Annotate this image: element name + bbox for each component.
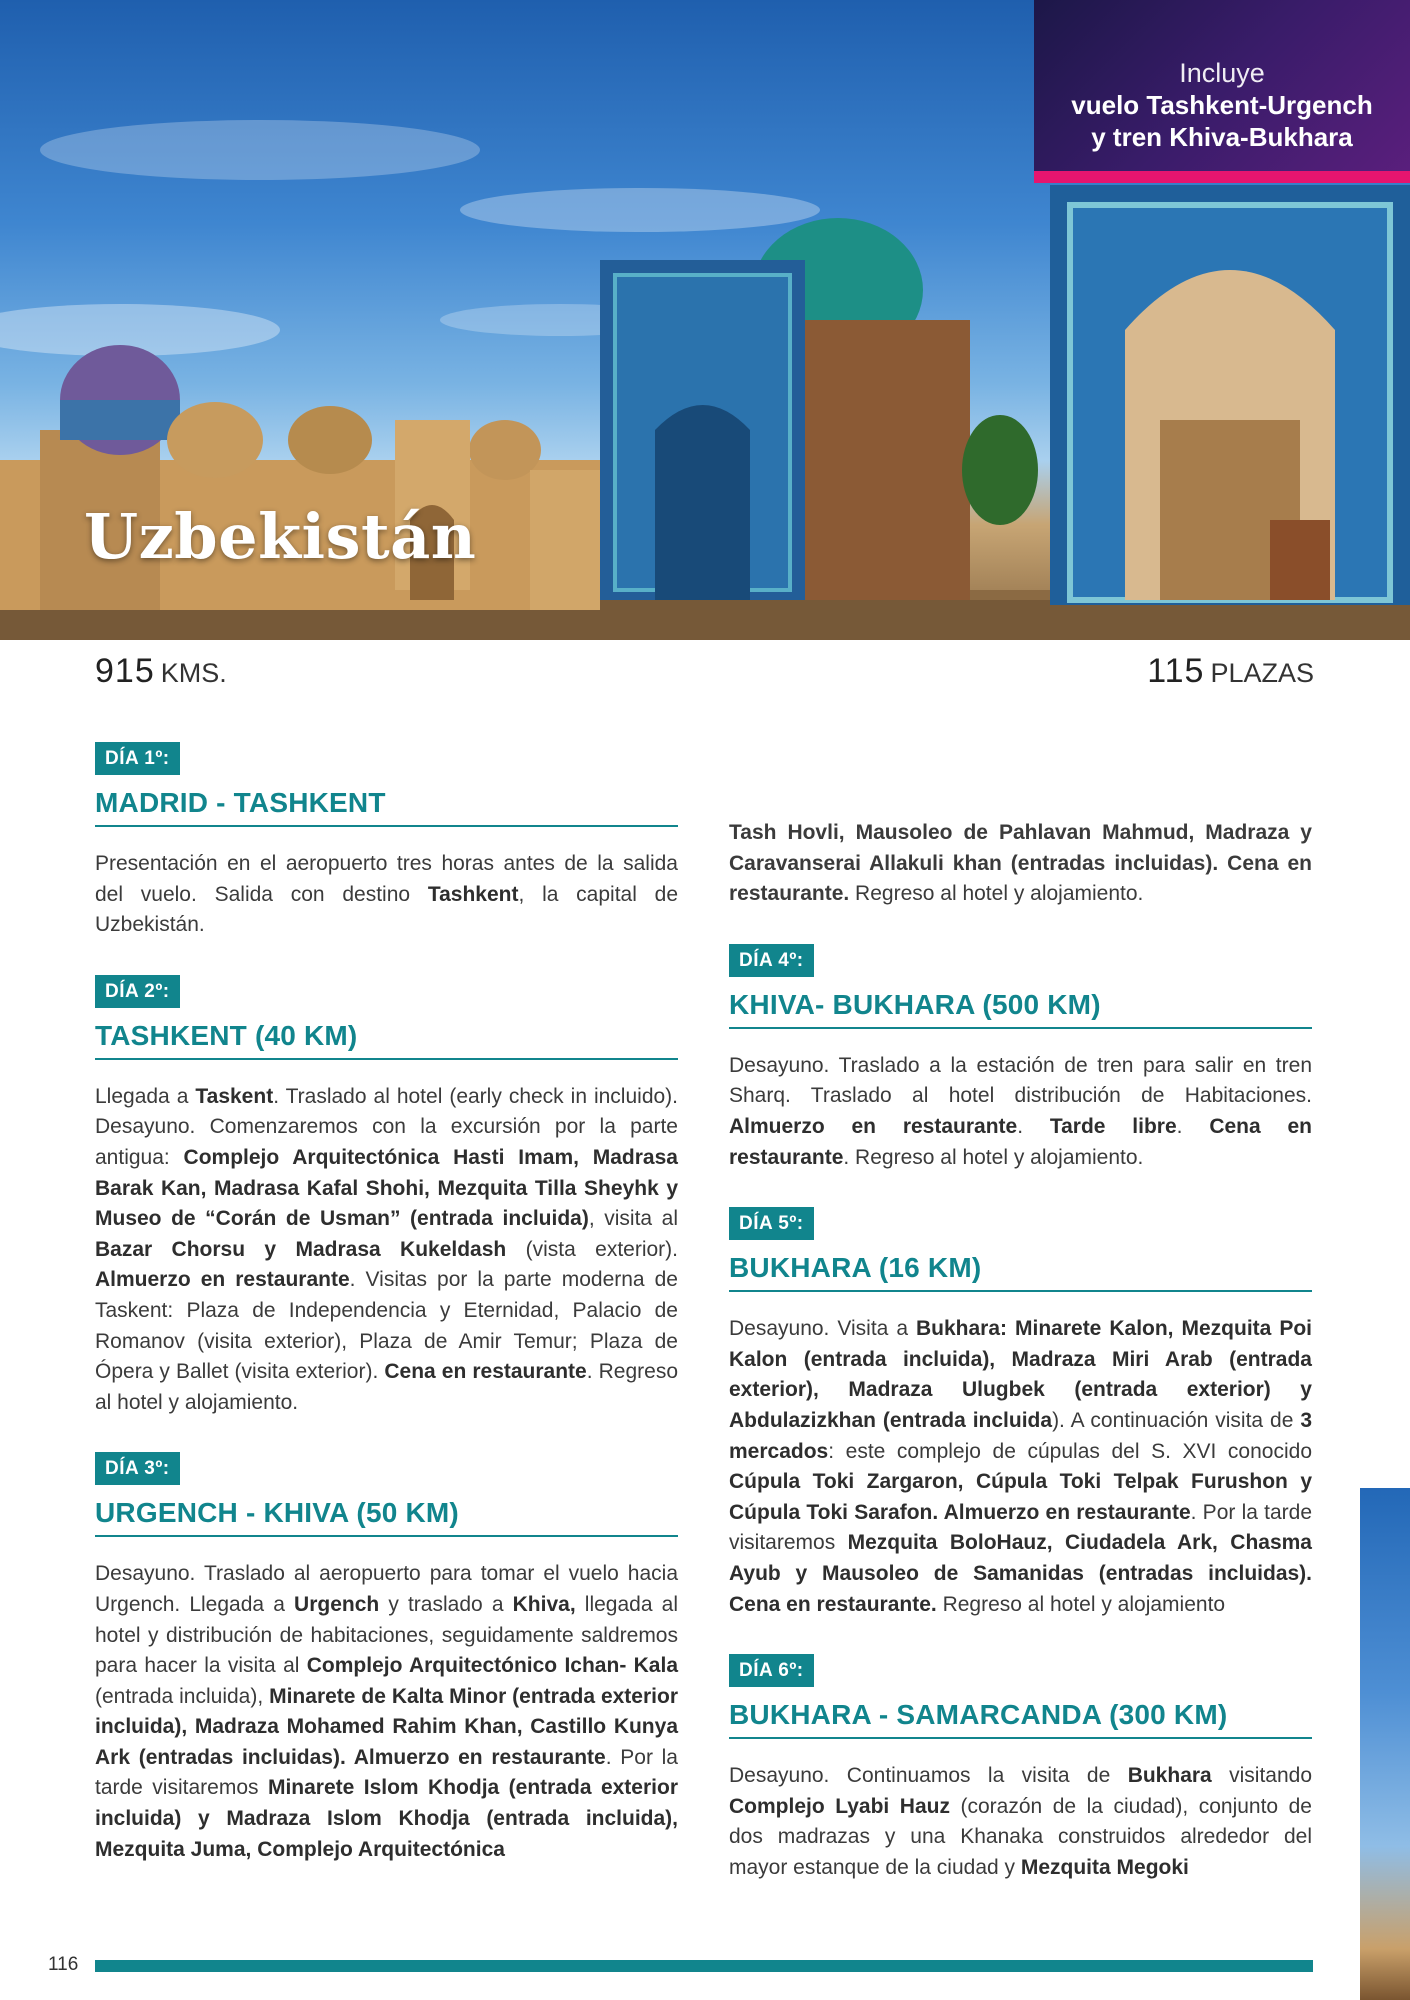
footer-bar [95,1960,1313,1972]
day-title: URGENCH - KHIVA (50 KM) [95,1497,678,1537]
day-title: BUKHARA (16 KM) [729,1252,1312,1292]
day-description: Desayuno. Visita a Bukhara: Minarete Kalon, Mezquita Poi Kalon (entrada incluida), Madraza Miri Arab (entrada exterior), Madraza Ulugbek (entrada exterior) y Abdulazizkhan (entrada incluida). A continuación visita de 3 mercados: este complejo de cúpulas del S. XVI conocido Cúpula Toki Zargaron, Cúpula Toki Telpak Furushon y Cúpula Toki Sarafon. Almuerzo en restaurante. Por la tarde visitaremos Mezquita BoloHauz, Ciudadela Ark, Chasma Ayub y Mausoleo de Samanidas (entradas incluidas). Cena en restaurante. Regreso al hotel y alojamiento [729,1317,1312,1616]
distance-value: 915 [95,652,155,690]
promo-line-2: vuelo Tashkent-Urgench [1071,90,1373,120]
day-title: BUKHARA - SAMARCANDA (300 KM) [729,1699,1312,1739]
day-badge: DÍA 6º: [729,1654,814,1687]
distance-unit: KMS. [160,658,227,688]
day-title: KHIVA- BUKHARA (500 KM) [729,989,1312,1029]
itinerary-column-left [95,742,678,1899]
page-number: 116 [48,1954,79,1975]
seats-unit: PLAZAS [1210,658,1314,688]
promo-line-3: y tren Khiva-Bukhara [1091,122,1353,152]
day-description: Desayuno. Continuamos la visita de Bukhara visitando Complejo Lyabi Hauz (corazón de la ciudad), conjunto de dos madrazas y una Khanaka construidos alrededor del mayor estanque de la ciudad y Mezquita Megoki [729,1764,1313,1879]
seats-stat [1147,652,1314,691]
hero-banner [0,0,1410,640]
day-6 [729,1654,1312,1883]
seats-value: 115 [1147,652,1205,690]
day-badge: DÍA 2º: [95,975,180,1008]
day-5 [729,1207,1312,1620]
page-title: Uzbekistán [84,500,477,573]
day-title: MADRID - TASHKENT [95,787,678,827]
promo-accent-bar [1034,171,1410,183]
day-2 [95,975,678,1419]
day-badge: DÍA 5º: [729,1207,814,1240]
day-4 [729,944,1312,1173]
day-description: Desayuno. Traslado a la estación de tren para salir en tren Sharq. Traslado al hotel distribución de Habitaciones. Almuerzo en restaurante. Tarde libre. Cena en restaurante. Regreso al hotel y alojamiento. [729,1053,1312,1169]
side-photo-strip [1360,1488,1410,2000]
day-description: Presentación en el aeropuerto tres horas antes de la salida del vuelo. Salida con destino Tashkent, la capital de Uzbekistán. [95,852,678,937]
day-3-continued: Tash Hovli, Mausoleo de Pahlavan Mahmud, Madraza y Caravanserai Allakuli khan (entradas incluidas). Cena en restaurante. Regreso al hotel y alojamiento. [729,821,1312,906]
promo-box [1034,0,1410,183]
promo-line-1: Incluye [1179,58,1265,88]
itinerary-column-right [729,818,1312,1917]
day-badge: DÍA 4º: [729,944,814,977]
day-1 [95,742,678,941]
day-description: Llegada a Taskent. Traslado al hotel (early check in incluido). Desayuno. Comenzaremos con la excursión por la parte antigua: Complejo Arquitectónica Hasti Imam, Madrasa Barak Kan, Madrasa Kafal Shohi, Mezquita Tilla Sheyhk y Museo de “Corán de Usman” (entrada incluida), visita al Bazar Chorsu y Madrasa Kukeldash (vista exterior). Almuerzo en restaurante. Visitas por la parte moderna de Taskent: Plaza de Independencia y Eternidad, Palacio de Romanov (visita exterior), Plaza de Amir Temur; Plaza de Ópera y Ballet (visita exterior). Cena en restaurante. Regreso al hotel y alojamiento. [95,1084,679,1414]
distance-stat [95,652,227,691]
day-description: Desayuno. Traslado al aeropuerto para tomar el vuelo hacia Urgench. Llegada a Urgench y traslado a Khiva, llegada al hotel y distribución de habitaciones, seguidamente saldremos para hacer la visita al Complejo Arquitectónico Ichan- Kala (entrada incluida), Minarete de Kalta Minor (entrada exterior incluida), Madraza Mohamed Rahim Khan, Castillo Kunya Ark (entradas incluidas). Almuerzo en restaurante. Por la tarde visitaremos Minarete Islom Khodja (entrada exterior incluida) y Madraza Islom Khodja (entrada incluida), Mezquita Juma, Complejo Arquitectónica [95,1562,679,1861]
day-badge: DÍA 3º: [95,1452,180,1485]
day-badge: DÍA 1º: [95,742,180,775]
day-title: TASHKENT (40 KM) [95,1020,678,1060]
day-3 [95,1452,678,1865]
